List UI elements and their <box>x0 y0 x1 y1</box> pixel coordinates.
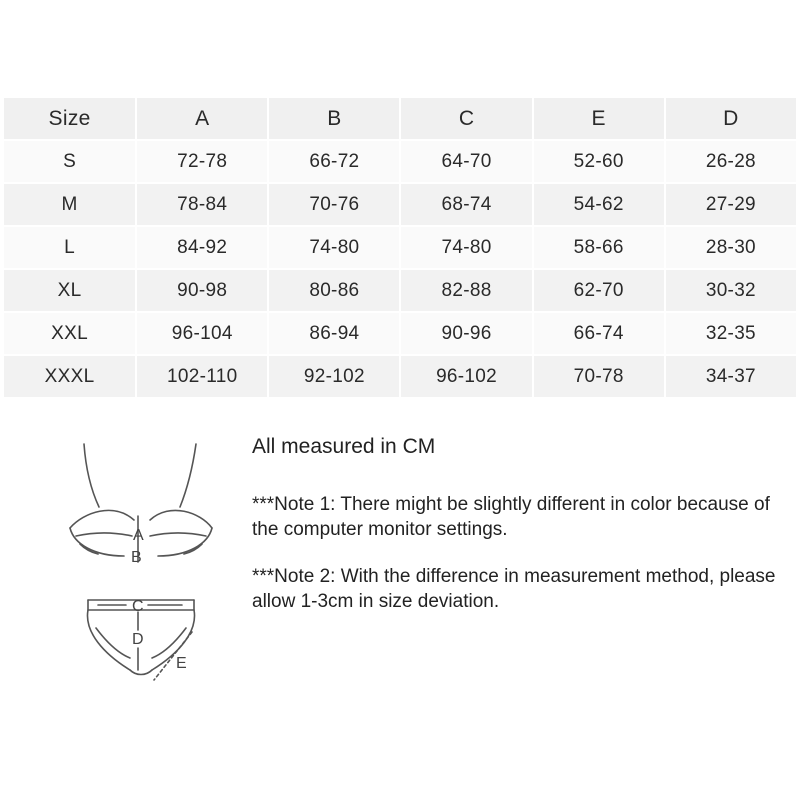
cell: 27-29 <box>665 183 797 226</box>
label-e: E <box>176 655 187 672</box>
table-row <box>4 183 797 226</box>
left-cup-top <box>70 510 134 528</box>
cell: 70-78 <box>533 355 665 398</box>
note-1-text: ***Note 1: There might be slightly different in color because of the computer monitor settings. <box>252 494 770 540</box>
cell: 102-110 <box>136 355 268 398</box>
cell: 68-74 <box>400 183 532 226</box>
table-row <box>4 312 797 355</box>
cell: 90-96 <box>400 312 532 355</box>
cell: 32-35 <box>665 312 797 355</box>
notes-panel <box>252 434 792 636</box>
cell: 30-32 <box>665 269 797 312</box>
header-d: D <box>665 98 797 140</box>
table-row <box>4 355 797 398</box>
cell: 84-92 <box>136 226 268 269</box>
cell-size: L <box>4 226 136 269</box>
cell: 52-60 <box>533 140 665 183</box>
cell: 26-28 <box>665 140 797 183</box>
cell: 82-88 <box>400 269 532 312</box>
cell: 74-80 <box>400 226 532 269</box>
cell: 78-84 <box>136 183 268 226</box>
cell-size: XXL <box>4 312 136 355</box>
size-chart-table <box>4 98 798 399</box>
left-cup-bottom <box>70 528 124 556</box>
cell: 64-70 <box>400 140 532 183</box>
left-strap-line <box>84 444 99 507</box>
cell: 34-37 <box>665 355 797 398</box>
cell: 72-78 <box>136 140 268 183</box>
right-cup-top <box>150 510 212 528</box>
label-a: A <box>133 527 144 544</box>
header-size: Size <box>4 98 136 140</box>
left-cup-seam <box>76 533 132 536</box>
cell-size: M <box>4 183 136 226</box>
measurement-unit-text: All measured in CM <box>252 435 436 458</box>
cell: 80-86 <box>268 269 400 312</box>
cell: 62-70 <box>533 269 665 312</box>
cell: 58-66 <box>533 226 665 269</box>
cell: 66-72 <box>268 140 400 183</box>
cell: 70-76 <box>268 183 400 226</box>
briefs-left-edge <box>87 610 130 670</box>
table-header-row <box>4 98 797 140</box>
briefs-crotch <box>130 670 152 675</box>
right-cup-bottom <box>158 528 212 556</box>
label-b: B <box>131 549 142 566</box>
label-c: C <box>132 598 144 615</box>
header-c: C <box>400 98 532 140</box>
cell: 28-30 <box>665 226 797 269</box>
header-b: B <box>268 98 400 140</box>
table-row <box>4 269 797 312</box>
briefs-right-seam <box>152 628 186 658</box>
cell: 54-62 <box>533 183 665 226</box>
header-e: E <box>533 98 665 140</box>
right-strap-line <box>180 444 196 507</box>
cell: 90-98 <box>136 269 268 312</box>
cell: 66-74 <box>533 312 665 355</box>
cell: 96-104 <box>136 312 268 355</box>
cell: 86-94 <box>268 312 400 355</box>
bikini-outline-illustration <box>54 432 230 702</box>
cell-size: XL <box>4 269 136 312</box>
note-2-text: ***Note 2: With the difference in measurement method, please allow 1-3cm in size deviation. <box>252 566 776 612</box>
cell-size: XXXL <box>4 355 136 398</box>
cell-size: S <box>4 140 136 183</box>
header-a: A <box>136 98 268 140</box>
right-cup-seam <box>150 533 206 536</box>
briefs-left-seam <box>96 628 130 658</box>
cell: 74-80 <box>268 226 400 269</box>
table-row <box>4 226 797 269</box>
measurement-diagram <box>54 432 230 702</box>
briefs-right-edge <box>152 610 195 670</box>
cell: 96-102 <box>400 355 532 398</box>
label-d: D <box>132 631 144 648</box>
cell: 92-102 <box>268 355 400 398</box>
table-row <box>4 140 797 183</box>
